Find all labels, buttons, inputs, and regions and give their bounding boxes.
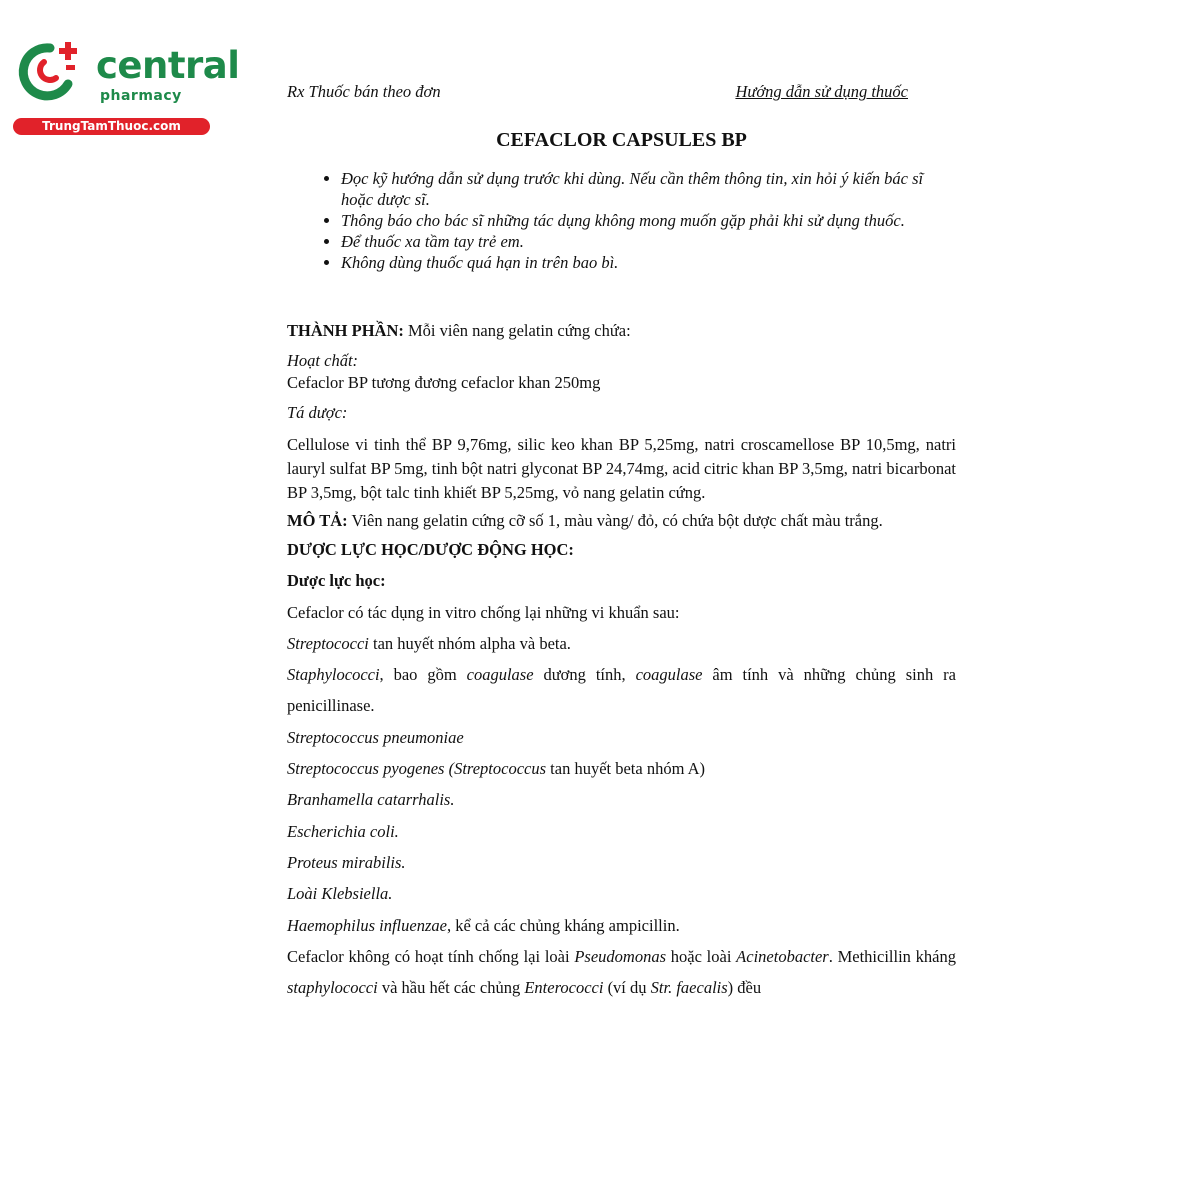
organism-line: Streptococcus pneumoniae	[287, 727, 464, 747]
organism-name: staphylococci	[287, 978, 378, 998]
organism-line: Branhamella catarrhalis.	[287, 790, 455, 810]
pharmacology-intro: Cefaclor có tác dụng in vitro chống lại những vi khuẩn sau:	[287, 602, 680, 622]
central-pharmacy-logo	[10, 38, 240, 138]
organism-name: Pseudomonas	[574, 946, 666, 966]
logo-brand-text: central	[96, 44, 240, 87]
usage-guide-label: Hướng dẫn sử dụng thuốc	[735, 82, 908, 101]
paragraph-text: Cefaclor không có hoạt tính chống lại loài	[287, 946, 575, 966]
pharmacology-heading: DƯỢC LỰC HỌC/DƯỢC ĐỘNG HỌC:	[287, 540, 574, 559]
composition-heading: THÀNH PHẦN:	[287, 321, 404, 340]
composition-intro: Mỗi viên nang gelatin cứng chứa:	[408, 321, 631, 340]
organism-name: Enterococci	[524, 978, 604, 998]
description-heading: MÔ TẢ:	[287, 511, 348, 530]
organism-line	[287, 659, 956, 722]
document-page	[287, 82, 956, 1003]
resistance-paragraph	[287, 941, 956, 1004]
paragraph-text: ) đều	[727, 978, 762, 998]
organism-term: coagulase	[635, 665, 703, 685]
organism-note: dương tính,	[533, 665, 636, 685]
organism-name: Streptococci	[287, 633, 369, 653]
pharmacodynamics-subheading: Dược lực học:	[287, 571, 386, 591]
organism-note: tan huyết nhóm alpha và beta.	[368, 633, 571, 653]
description-line	[287, 511, 956, 531]
paragraph-text: hoặc loài	[666, 946, 737, 966]
composition-line	[287, 321, 956, 341]
organism-line	[287, 910, 956, 941]
excipient-text: Cellulose vi tinh thể BP 9,76mg, silic keo khan BP 5,25mg, natri croscamellose BP 10,5mg, natri lauryl sulfat BP 5mg, tinh bột natri glyconat BP 24,74mg, acid citric khan BP 3,5mg, natri bicarbonat BP 3,5mg, bột talc tinh khiết BP 5,25mg, vỏ nang gelatin cứng.	[287, 435, 956, 502]
paragraph-text: . Methicillin kháng	[828, 946, 957, 966]
organism-line: Proteus mirabilis.	[287, 852, 406, 872]
warning-item: • Không dùng thuốc quá hạn in trên bao bì.	[341, 252, 941, 273]
organism-line	[287, 753, 956, 784]
organism-name: Str. faecalis	[650, 978, 728, 998]
warning-item: • Đọc kỹ hướng dẫn sử dụng trước khi dùng. Nếu cần thêm thông tin, xin hỏi ý kiến bác sĩ hoặc dược sĩ.	[341, 168, 941, 210]
paragraph-text: và hầu hết các chủng	[377, 978, 525, 998]
organism-name: Streptococcus pyogenes (Streptococcus	[287, 759, 547, 779]
active-ingredient: Cefaclor BP tương đương cefaclor khan 250mg	[287, 373, 601, 392]
description-text: Viên nang gelatin cứng cỡ số 1, màu vàng/ đỏ, có chứa bột dược chất màu trắng.	[351, 511, 883, 530]
organism-line: Escherichia coli.	[287, 821, 399, 841]
organism-name: Staphylococci	[287, 665, 380, 685]
logo-site-banner: TrungTamThuoc.com	[13, 118, 210, 135]
logo-sub-text: pharmacy	[100, 88, 182, 104]
rx-label: Rx Thuốc bán theo đơn	[287, 82, 441, 101]
excipient-label: Tá dược:	[287, 403, 348, 422]
paragraph-text: (ví dụ	[603, 978, 651, 998]
organism-name: Haemophilus influenzae	[287, 915, 447, 935]
active-ingredient-label: Hoạt chất:	[287, 351, 359, 370]
document-title: CEFACLOR CAPSULES BP	[496, 129, 747, 151]
document-header	[287, 82, 956, 102]
organism-note: , kể cả các chủng kháng ampicillin.	[446, 915, 680, 935]
organism-line: Loài Klebsiella.	[287, 884, 393, 904]
organism-name: Acinetobacter	[736, 946, 829, 966]
pharmacy-c-logo-icon	[10, 38, 90, 104]
organism-term: coagulase	[466, 665, 534, 685]
warning-item: • Để thuốc xa tầm tay trẻ em.	[341, 231, 941, 252]
pharmacology-section	[287, 534, 956, 1003]
organism-note: tan huyết beta nhóm A)	[546, 759, 706, 779]
warning-item: • Thông báo cho bác sĩ những tác dụng không mong muốn gặp phải khi sử dụng thuốc.	[341, 210, 941, 231]
organism-line	[287, 628, 956, 659]
organism-note: âm tính và những chủng sinh ra penicillinase.	[287, 665, 956, 716]
organism-note: , bao gồm	[379, 665, 467, 685]
warning-list	[287, 168, 941, 273]
